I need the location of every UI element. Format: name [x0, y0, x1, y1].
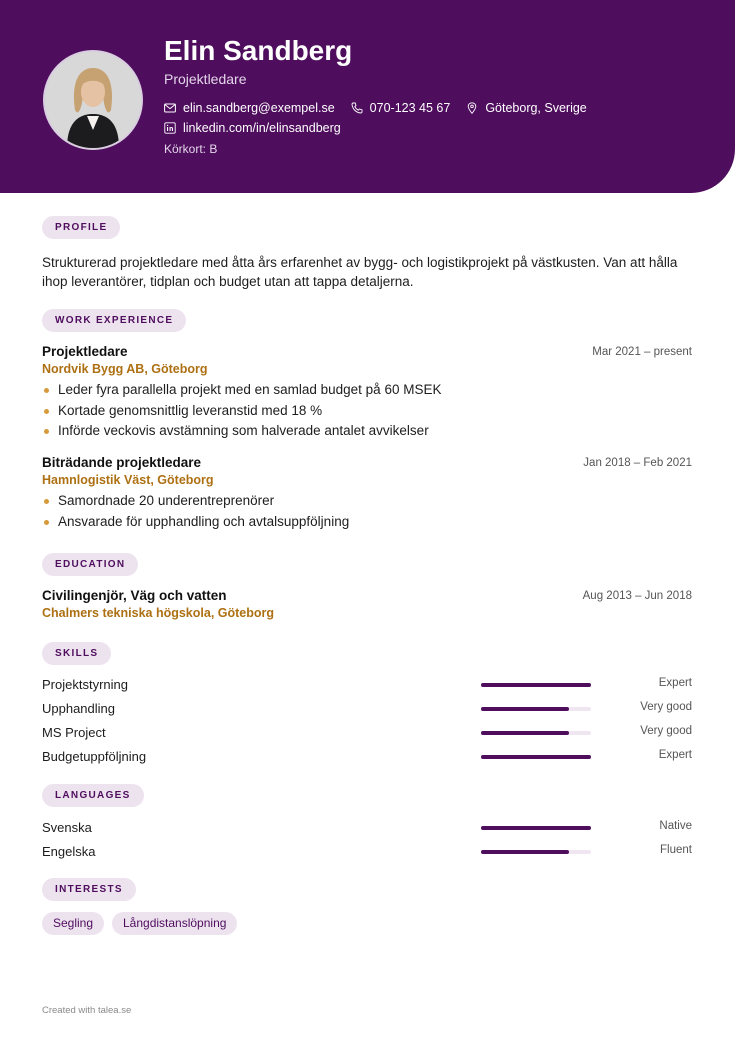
- skill-level-fill: [481, 707, 569, 711]
- language-level: Native: [659, 820, 692, 832]
- skill-row: [42, 699, 692, 719]
- skill-level: Very good: [640, 725, 692, 737]
- candidate-title: Projektledare: [164, 71, 247, 87]
- phone-icon: [351, 102, 363, 114]
- section-heading-skills: SKILLS: [42, 642, 111, 665]
- education-degree: Civilingenjör, Väg och vatten: [42, 588, 227, 603]
- language-level-fill: [481, 850, 569, 854]
- skill-level: Very good: [640, 701, 692, 713]
- skill-row: [42, 723, 692, 743]
- job-title: Projektledare: [42, 344, 128, 359]
- contact-phone[interactable]: [351, 101, 451, 115]
- skill-level-bar: [481, 707, 591, 711]
- job-title: Biträdande projektledare: [42, 455, 202, 470]
- location-text: Göteborg, Sverige: [485, 101, 587, 115]
- job-bullet: Leder fyra parallella projekt med en samlad budget på 60 MSEK: [42, 380, 441, 401]
- contact-row-linkedin: [164, 121, 357, 135]
- job-bullet: Ansvarade för upphandling och avtalsuppföljning: [42, 512, 349, 533]
- email-text: elin.sandberg@exempel.se: [183, 101, 335, 115]
- job-bullet-list: [42, 491, 349, 532]
- contact-location: [466, 101, 586, 115]
- job-company: Nordvik Bygg AB, Göteborg: [42, 362, 208, 376]
- skill-level: Expert: [658, 749, 692, 761]
- skill-level-bar: [481, 755, 591, 759]
- education-school: Chalmers tekniska högskola, Göteborg: [42, 606, 275, 620]
- mail-icon: [164, 102, 176, 114]
- location-pin-icon: [466, 102, 478, 114]
- job-dates: Jan 2018 – Feb 2021: [583, 457, 692, 469]
- job-bullet: Samordnade 20 underentreprenörer: [42, 491, 349, 512]
- linkedin-icon: [164, 122, 176, 134]
- header-banner: [0, 0, 735, 193]
- skill-name: Upphandling: [42, 701, 116, 716]
- skill-level-fill: [481, 755, 591, 759]
- skill-row: [42, 675, 692, 695]
- skill-row: [42, 747, 692, 767]
- section-heading-education: EDUCATION: [42, 553, 138, 576]
- job-bullet: Införde veckovis avstämning som halverade antalet avvikelser: [42, 421, 441, 442]
- skill-name: MS Project: [42, 725, 106, 740]
- footer-credit[interactable]: Created with talea.se: [42, 1005, 132, 1016]
- profile-summary: Strukturerad projektledare med åtta års erfarenhet av bygg- och logistikprojekt på västkusten. Van att hålla ihop leverantörer, tidplan och budget utan att tappa detaljerna.: [42, 255, 678, 289]
- skill-level-bar: [481, 731, 591, 735]
- candidate-name: Elin Sandberg: [164, 35, 353, 66]
- section-heading-work-experience: WORK EXPERIENCE: [42, 309, 186, 332]
- section-heading-languages: LANGUAGES: [42, 784, 144, 807]
- skill-level-fill: [481, 731, 569, 735]
- profile-photo: [45, 52, 141, 148]
- skill-name: Budgetuppföljning: [42, 749, 147, 764]
- skill-name: Projektstyrning: [42, 677, 128, 692]
- language-row: [42, 842, 692, 862]
- interest-tag: Segling: [42, 912, 104, 935]
- language-level: Fluent: [660, 844, 692, 856]
- skill-level-fill: [481, 683, 591, 687]
- language-name: Svenska: [42, 820, 92, 835]
- skill-level: Expert: [658, 677, 692, 689]
- skill-level-bar: [481, 683, 591, 687]
- language-name: Engelska: [42, 844, 96, 859]
- job-dates: Mar 2021 – present: [592, 346, 692, 358]
- language-level-bar: [481, 850, 591, 854]
- avatar: [43, 50, 143, 150]
- education-dates: Aug 2013 – Jun 2018: [582, 590, 692, 602]
- interest-tag: Långdistanslöpning: [112, 912, 237, 935]
- contact-row: [164, 101, 603, 115]
- section-heading-interests: INTERESTS: [42, 878, 136, 901]
- linkedin-text: linkedin.com/in/elinsandberg: [183, 121, 341, 135]
- language-level-fill: [481, 826, 591, 830]
- section-heading-profile: PROFILE: [42, 216, 120, 239]
- contact-email[interactable]: [164, 101, 335, 115]
- language-level-bar: [481, 826, 591, 830]
- contact-linkedin[interactable]: [164, 121, 341, 135]
- job-company: Hamnlogistik Väst, Göteborg: [42, 473, 214, 487]
- job-bullet: Kortade genomsnittlig leveranstid med 18 %: [42, 401, 441, 422]
- phone-text: 070-123 45 67: [369, 101, 451, 115]
- language-row: [42, 818, 692, 838]
- drivers-license: Körkort: B: [164, 142, 218, 156]
- job-bullet-list: [42, 380, 441, 442]
